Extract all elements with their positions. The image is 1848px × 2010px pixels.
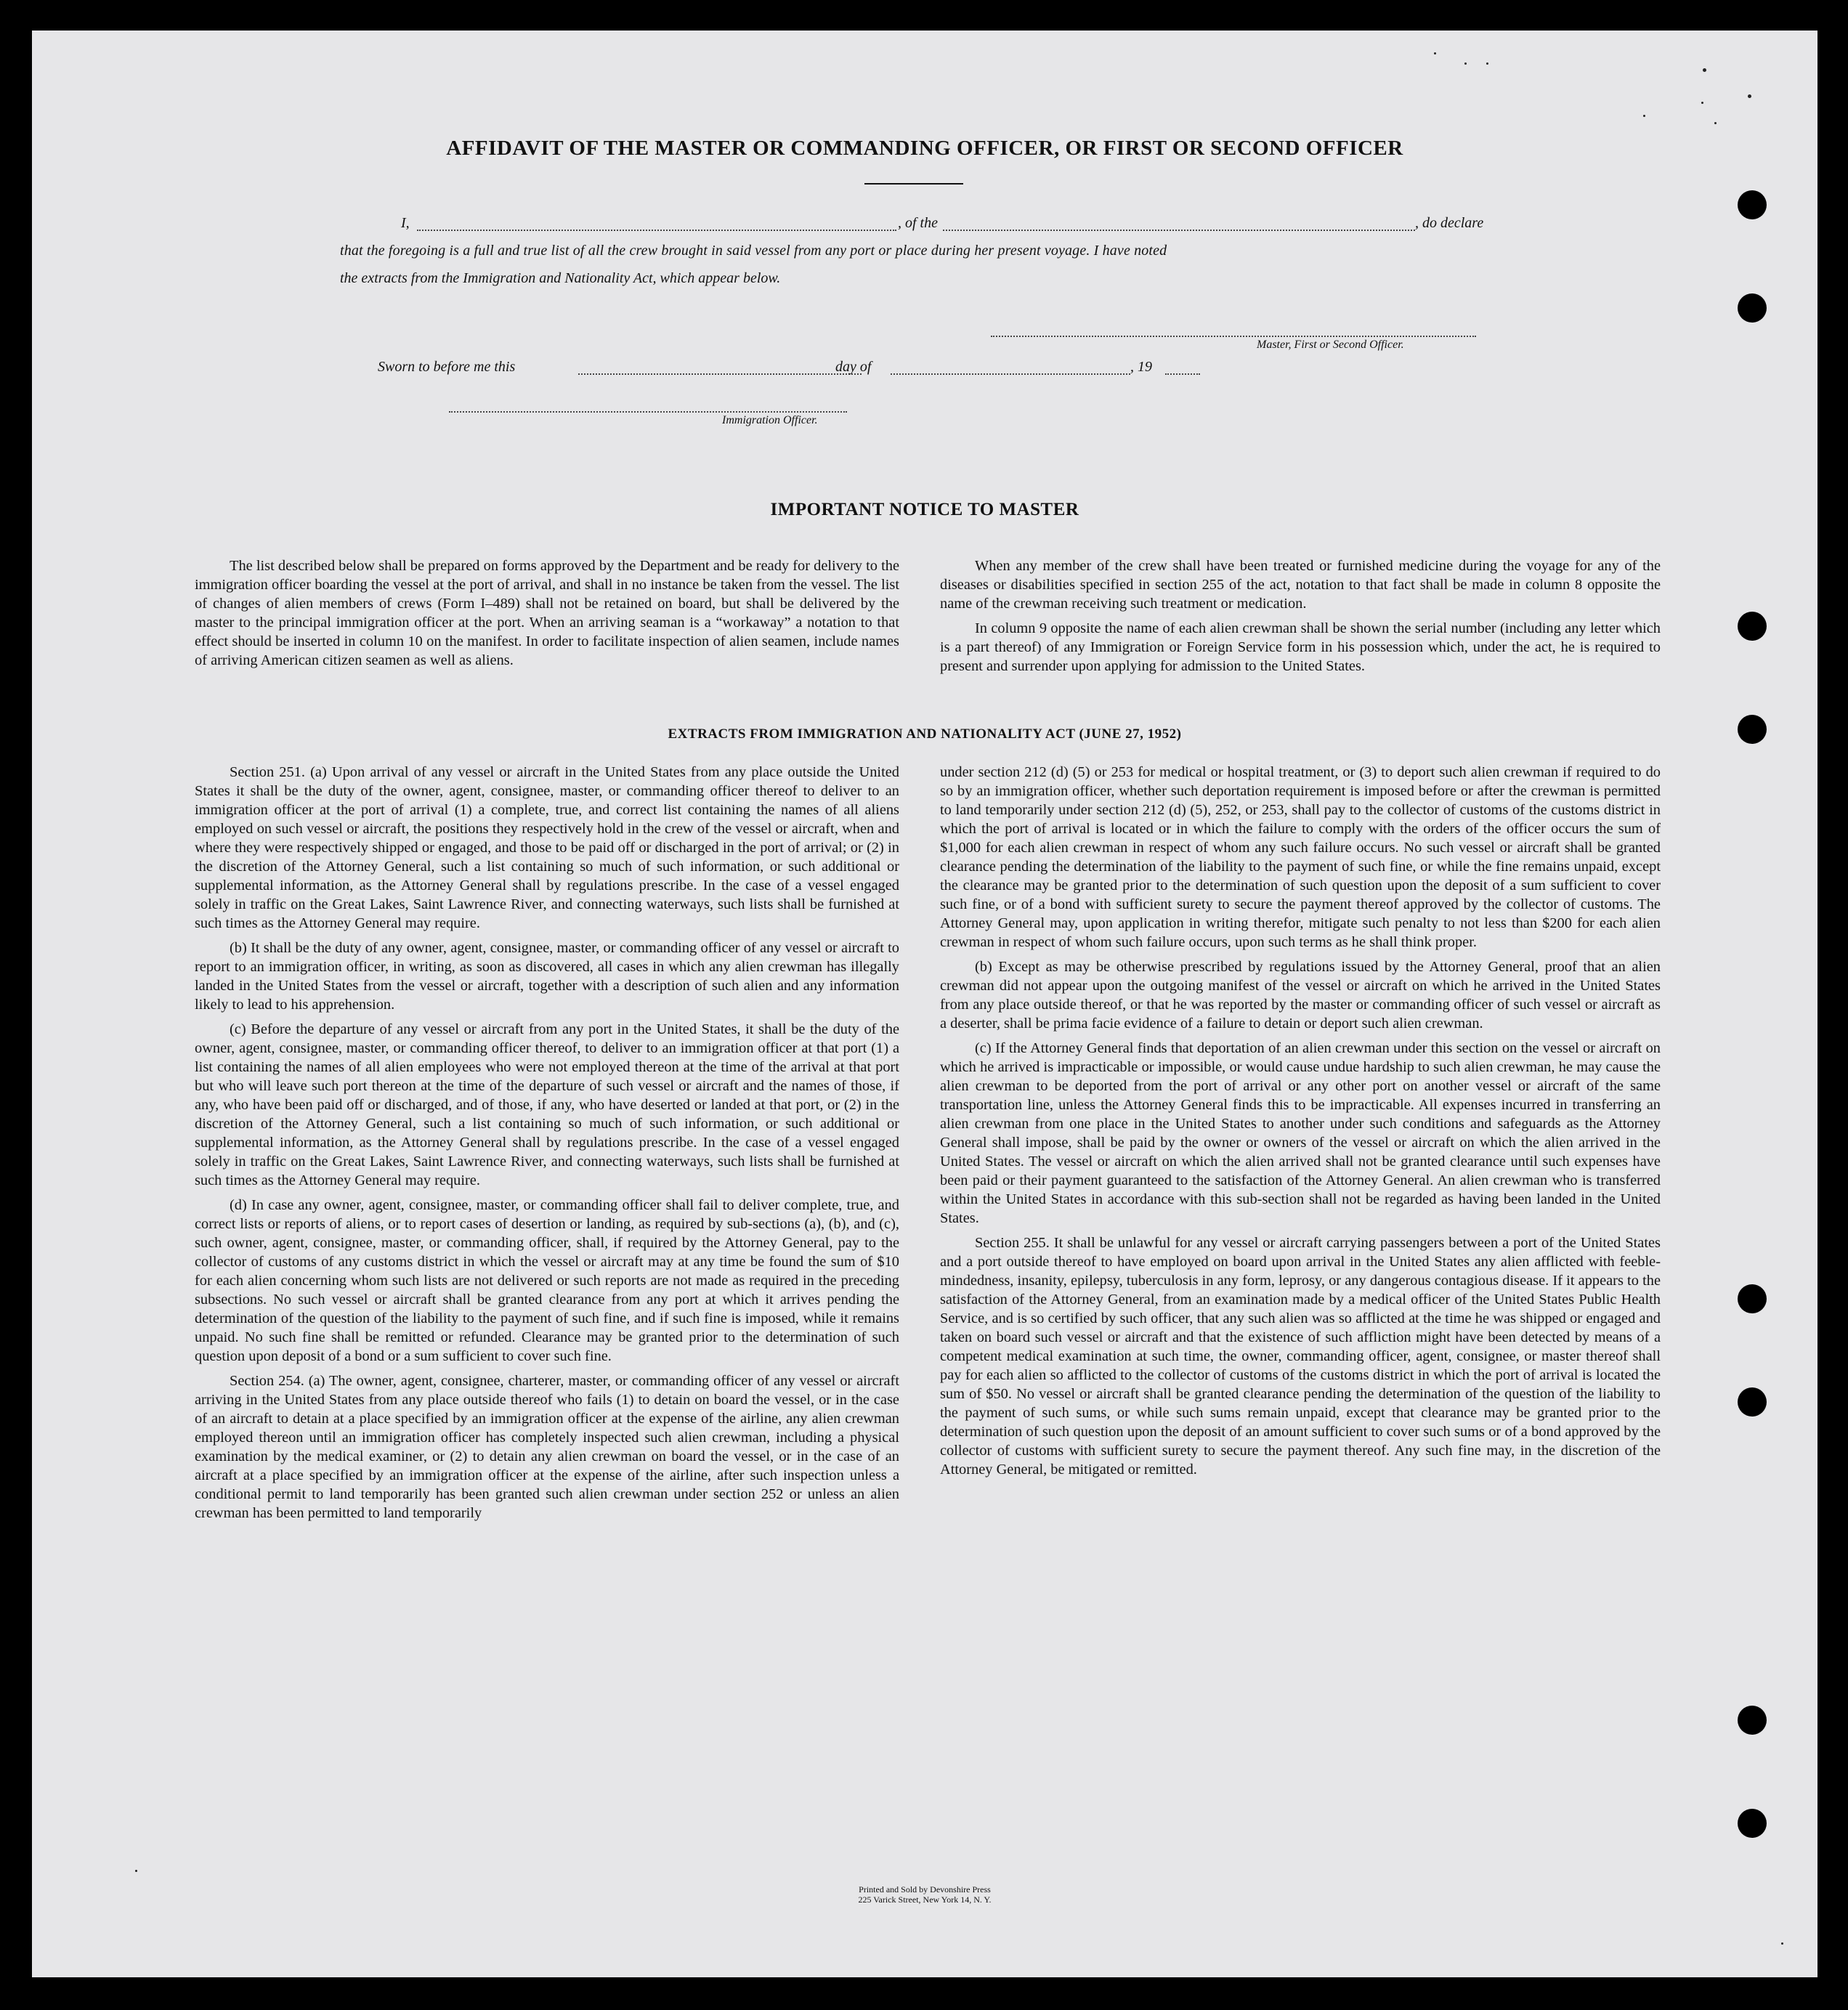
sworn-year-field[interactable]: [1165, 373, 1200, 375]
binder-hole: [1738, 1706, 1767, 1735]
declaration-text-line: that the foregoing is a full and true list of all the crew brought in said vessel from any port or place during her present voyage. I have noted: [340, 243, 1167, 259]
affidavit-title: AFFIDAVIT OF THE MASTER OR COMMANDING OFFICER, OR FIRST OR SECOND OFFICER: [446, 137, 1403, 160]
section-254a-paragraph: Section 254. (a) The owner, agent, consignee, charterer, master, or commanding officer of any vessel or aircraft arriving in the United States from any place outside thereof who fails (1) to detain on board the vessel, or in the case of an aircraft to detain at a place specified by an immigration officer at the expense of the airline, any alien crewman employed thereon until an immigration officer has completely inspected such alien crewman, including a physical examination by the medical examiner, or (2) to detain any alien crewman on board the vessel, or in the case of an aircraft at a place specified by an immigration officer at the expense of the airline, after such inspection unless a conditional permit to land temporarily has been granted such alien crewman under section 252 or unless an alien crewman has been permitted to land temporarily: [195, 1373, 899, 1521]
section-251a-paragraph: Section 251. (a) Upon arrival of any vessel or aircraft in the United States from any place outside the United States it shall be the duty of the owner, agent, consignee, master, or commanding officer thereof to deliver to an immigration officer at the port of arrival (1) a complete, true, and correct list containing the names of all aliens employed on such vessel or aircraft, the positions they respectively hold in the crew of the vessel or aircraft, when and where they were respectively shipped or engaged, and those to be paid off or discharged in the port of arrival; or (2) in the discretion of the Attorney General, such a list containing so much of such information, or such additional or supplemental information, as the Attorney General shall by regulations prescribe. In the case of a vessel engaged solely in traffic on the Great Lakes, Saint Lawrence River, and connecting waterways, such lists shall be furnished at such times as the Attorney General may require.: [195, 764, 899, 931]
section-255-paragraph: Section 255. It shall be unlawful for any vessel or aircraft carrying passengers between a port of the United States and a port outside thereof to have employed on board upon arrival in the United States any alien afflicted with feeble-mindedness, insanity, epilepsy, tuberculosis in any form, leprosy, or any dangerous contagious disease. If it appears to the satisfaction of the Attorney General, from an examination made by a medical officer of the United States Public Health Service, and is so certified by such officer, that any such alien was so afflicted at the time he was shipped or engaged and taken on board such vessel or aircraft and that the existence of such affliction might have been detected by means of a competent medical examination at such time, the owner, commanding officer, agent, consignee, or master thereof shall pay for each alien so afflicted to the collector of customs of the customs district in which the port of arrival is located the sum of $50. No vessel or aircraft shall be granted clearance pending the determination of the question of the liability to the payment of such sums, or while such sums remain unpaid, except that clearance may be granted prior to the determination of such question upon the deposit of an amount sufficient to cover such sums or of a bond approved by the collector of customs with sufficient surety to secure the payment thereof. Any such fine may, in the discretion of the Attorney General, be mitigated or remitted.: [940, 1235, 1661, 1478]
section-251b-paragraph: (b) It shall be the duty of any owner, agent, consignee, master, or commanding officer of any vessel or aircraft to report to an immigration officer, in writing, as soon as discovered, all cases in which any alien crewman has illegally landed in the United States from the vessel or aircraft, together with a description of such alien and any information likely to lead to his apprehension.: [195, 940, 899, 1013]
binder-hole: [1738, 293, 1767, 323]
scan-speck: [1486, 62, 1488, 65]
section-251d-paragraph: (d) In case any owner, agent, consignee, master, or commanding officer shall fail to deliver complete, true, and correct lists or reports of aliens, or to report cases of desertion or landing, as required by sub-sections (a), (b), and (c), such owner, agent, consignee, master, or commanding officer, shall, if required by the Attorney General, pay to the collector of customs of any customs district in which the vessel or aircraft may at any time be found the sum of $10 for each alien concerning whom such lists are not delivered or such reports are not made as required in the preceding subsections. No such vessel or aircraft shall be granted clearance from any port at which it arrives pending the determination of the question of the liability to the payment of such fine, and if such fine is imposed, while it remains unpaid. No such fine shall be remitted or refunded. Clearance may be granted prior to the determination of such question upon deposit of a bond or a sum sufficient to cover such fine.: [195, 1197, 899, 1364]
affiant-label: I,: [401, 215, 410, 231]
notice-left-column: [195, 556, 899, 676]
extracts-title: EXTRACTS FROM IMMIGRATION AND NATIONALITY ACT (JUNE 27, 1952): [668, 726, 1182, 742]
scan-speck: [1464, 62, 1467, 65]
binder-hole: [1738, 190, 1767, 219]
sworn-month-field[interactable]: [891, 373, 1130, 375]
declaration-text-line: the extracts from the Immigration and Nationality Act, which appear below.: [340, 270, 781, 286]
affiant-name-field[interactable]: [417, 230, 896, 231]
notice-paragraph: In column 9 opposite the name of each alien crewman shall be shown the serial number (including any letter which is a part thereof) of any Immigration or Foreign Service form in his possession which, under the act, he is required to present and surrender upon applying for admission to the United States.: [940, 620, 1661, 674]
printer-imprint: [32, 1884, 1817, 1905]
section-251c-paragraph: (c) Before the departure of any vessel or aircraft from any port in the United States, it shall be the duty of the owner, agent, consignee, master, or commanding officer thereof, to deliver to an immigration officer at that port (1) a list containing the names of all alien employees who were not employed thereon at the time of the arrival at that port but who will leave such port thereon at the time of the departure of such vessel or aircraft and the names of those, if any, who have been paid off or discharged, and of those, if any, who have deserted or landed at that port, or (2) in the discretion of the Attorney General, such a list containing so much of such information, or such additional or supplemental information, as the Attorney General shall by regulations prescribe. In the case of a vessel engaged solely in traffic on the Great Lakes, Saint Lawrence River, and connecting waterways, such lists shall be furnished at such times as the Attorney General may require.: [195, 1021, 899, 1188]
binder-hole: [1738, 1809, 1767, 1838]
sworn-day-field[interactable]: [578, 373, 862, 375]
printer-imprint-line: 225 Varick Street, New York 14, N. Y.: [858, 1894, 992, 1905]
notice-paragraph: When any member of the crew shall have been treated or furnished medicine during the voyage for any of the diseases or disabilities specified in section 255 of the act, notation to that fact shall be made in column 8 opposite the name of the crewman receiving such treatment or medication.: [940, 558, 1661, 612]
notice-paragraph: The list described below shall be prepared on forms approved by the Department and be ready for delivery to the immigration officer boarding the vessel at the port of arrival, and shall in no instance be taken from the vessel. The list of changes of alien members of crews (Form I–489) shall not be retained on board, but shall be delivered by the master to the principal immigration officer at the port. When an arriving seaman is a “workaway” a notation to that effect should be inserted in column 10 on the manifest. In order to facilitate inspection of alien seamen, include names of arriving American citizen seamen as well as aliens.: [195, 558, 899, 668]
extracts-right-column: [940, 763, 1661, 1485]
scan-speck: [1643, 115, 1645, 117]
sworn-label: Sworn to before me this: [378, 359, 516, 375]
scan-speck: [135, 1870, 137, 1872]
binder-hole: [1738, 1387, 1767, 1417]
title-underline: [864, 183, 963, 185]
immigration-officer-label: Immigration Officer.: [722, 414, 818, 426]
scan-speck: [1701, 102, 1703, 104]
scan-speck: [1703, 68, 1706, 72]
do-declare-label: , do declare: [1415, 215, 1484, 231]
master-signature-line[interactable]: [991, 336, 1476, 337]
binder-hole: [1738, 612, 1767, 641]
day-of-label: day of: [835, 359, 872, 375]
vessel-name-field[interactable]: [943, 230, 1415, 231]
master-signature-label: Master, First or Second Officer.: [1257, 339, 1404, 351]
scan-speck: [1781, 1942, 1783, 1945]
extracts-left-column: [195, 763, 899, 1528]
scan-speck: [1714, 122, 1717, 124]
section-254a-continued-paragraph: under section 212 (d) (5) or 253 for medical or hospital treatment, or (3) to deport such alien crewman if required to do so by an immigration officer, whether such deportation requirement is imposed before or after the crewman is permitted to land temporarily under section 212 (d) (5), 252, or 253, shall pay to the collector of customs of the customs district in which the port of arrival is located or in which the failure to comply with the orders of the officer occurs the sum of $1,000 for each alien crewman in respect of whom any such failure occurs. No such vessel or aircraft shall be granted clearance pending the determination of the liability to the payment of such fine, or while the fine remains unpaid, except the clearance may be granted prior to the determination of such question upon the deposit of a sum sufficient to cover such fine, or of a bond with sufficient surety to secure the payment thereof approved by the collector of customs. The Attorney General may, upon application in writing therefor, mitigate such penalty to not less than $200 for each alien crewman in respect of whom such failure occurs, upon such terms as he shall think proper.: [940, 764, 1661, 950]
scan-speck: [1748, 94, 1751, 98]
binder-hole: [1738, 1284, 1767, 1313]
section-254b-paragraph: (b) Except as may be otherwise prescribed by regulations issued by the Attorney General, proof that an alien crewman did not appear upon the outgoing manifest of the vessel or aircraft on which he arrived in the United States from any place outside thereof, or that he was reported by the master or commanding officer of such vessel or aircraft as a deserter, shall be prima facie evidence of a failure to detain or deport such alien crewman.: [940, 959, 1661, 1032]
document-page: [32, 31, 1817, 1977]
printer-imprint-line: Printed and Sold by Devonshire Press: [859, 1884, 991, 1894]
immigration-officer-signature-line[interactable]: [449, 411, 847, 413]
scan-speck: [1434, 52, 1436, 54]
notice-right-column: [940, 556, 1661, 681]
section-254c-paragraph: (c) If the Attorney General finds that deportation of an alien crewman under this section on the vessel or aircraft on which he arrived is impracticable or impossible, or would cause undue hardship to such alien crewman, he may cause the alien crewman to be deported from the port of arrival or any other port on another vessel or aircraft of the same transportation line, unless the Attorney General finds this to be impracticable. All expenses incurred in transferring an alien crewman from one place in the United States to another under such conditions and safeguards as the Attorney General shall impose, shall be paid by the owner or owners of the vessel or aircraft on which the alien arrived in the United States. The vessel or aircraft on which the alien arrived shall not be granted clearance until such expenses have been paid or their payment guaranteed to the satisfaction of the Attorney General. An alien crewman who is transferred within the United States in accordance with this sub-section shall not be regarded as having been landed in the United States.: [940, 1040, 1661, 1226]
of-the-label: , of the: [898, 215, 938, 231]
notice-title: IMPORTANT NOTICE TO MASTER: [770, 500, 1079, 519]
year-label: , 19: [1130, 359, 1152, 375]
